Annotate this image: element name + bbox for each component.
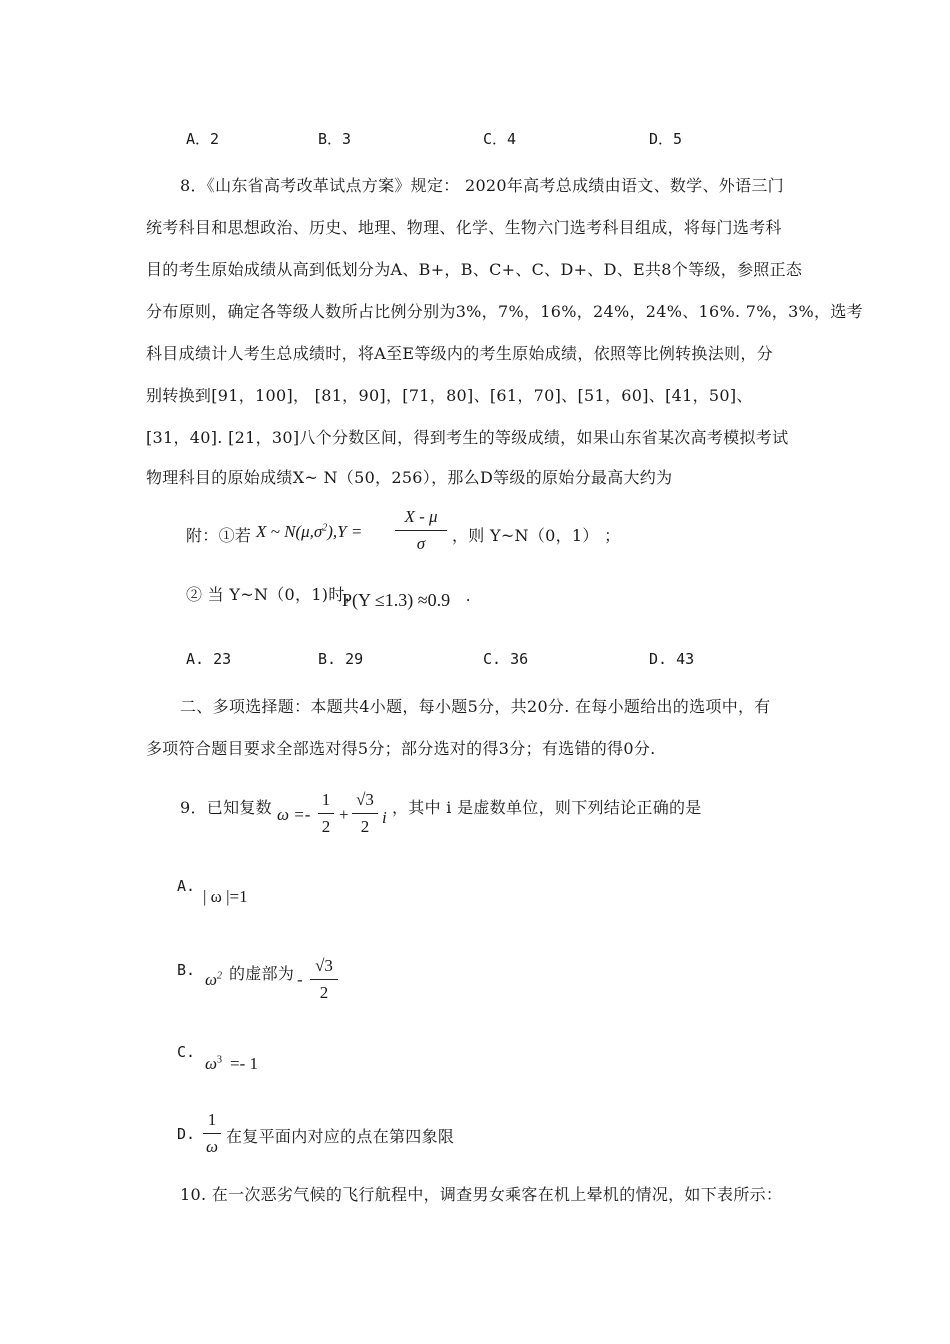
q9-fraction-1: 1 2 [318, 789, 334, 838]
q9-option-a-math: | ω |=1 [203, 887, 248, 906]
q9-option-b-text: 的虚部为 [229, 964, 295, 983]
q8-line-5: 科目成绩计人考生总成绩时，将A至E等级内的考生原始成绩，依照等比例转换法则，分 [146, 344, 773, 363]
q7-option-c: C．4 [483, 130, 517, 148]
q9-imaginary-unit: i [382, 808, 387, 827]
q8-line-3: 目的考生原始成绩从高到低划分为A、B+，B、C+、C、D+、D、E共8个等级，参照正态 [146, 260, 803, 279]
q8-line-8: 物理科目的原始成绩X~ N（50，256），那么D等级的原始分最高大约为 [146, 468, 673, 487]
q9-option-a-label: A. [177, 877, 196, 895]
q9-option-d-label: D. [177, 1125, 196, 1143]
q9-omega-eq: ω =- [277, 805, 311, 824]
q8-option-d: D. 43 [649, 650, 695, 668]
q9-suffix: ，其中 i 是虚数单位，则下列结论正确的是 [392, 798, 702, 817]
q8-note2-formula: P(Y ≤1.3) ≈0.9 [342, 590, 451, 610]
q7-option-a: A．2 [186, 130, 220, 148]
q8-note1-fraction: X - μ σ [395, 506, 447, 555]
q9-option-d-fraction: 1 ω [203, 1109, 221, 1158]
section2-line-1: 二、多项选择题：本题共4小题，每小题5分，共20分. 在每小题给出的选项中，有 [180, 697, 771, 716]
q8-option-b: B. 29 [318, 650, 364, 668]
q8-note1-formula: X ~ $N(\mu,\sigma^2),Y$ = [256, 522, 363, 541]
q9-fraction-2: √3 2 [352, 789, 378, 838]
q9-option-b-omega: $\omega^2$ [205, 970, 223, 989]
q8-note2-end: . [466, 586, 471, 605]
q10-line: 10. 在一次恶劣气候的飞行航程中，调查男女乘客在机上晕机的情况，如下表所示： [180, 1185, 783, 1204]
q9-prefix: 9．已知复数 [180, 798, 272, 817]
q9-plus: + [339, 805, 349, 824]
q8-note1-prefix: 附：①若 [186, 526, 252, 545]
q9-option-c-label: C. [177, 1043, 196, 1061]
q9-option-b-minus: - [297, 970, 303, 989]
q7-option-d: D．5 [649, 130, 683, 148]
q9-option-c-math: $\omega^3 =- 1$ [205, 1054, 259, 1073]
q8-line-6: 别转换到[91，100]， [81，90]，[71，80]、[61，70]、[51，60]、[41，50]、 [146, 386, 753, 405]
q8-option-a: A. 23 [186, 650, 232, 668]
q7-option-b: B．3 [318, 130, 352, 148]
q8-line-1: 8．《山东省高考改革试点方案》规定： 2020年高考总成绩由语文、数学、外语三门 [180, 176, 784, 195]
q8-note1-suffix: ，则 Y~N（0，1） ； [452, 526, 621, 545]
q9-option-b-fraction: √3 2 [310, 955, 338, 1004]
q8-line-7: [31，40]. [21，30]八个分数区间，得到考生的等级成绩，如果山东省某次高考模拟考试 [146, 428, 789, 447]
q8-option-c: C. 36 [483, 650, 529, 668]
section2-line-2: 多项符合题目要求全部选对得5分；部分选对的得3分；有选错的得0分. [146, 739, 656, 758]
q9-option-d-text: 在复平面内对应的点在第四象限 [226, 1127, 455, 1146]
q8-note2-prefix: ② 当 Y~N（0，1)时， [186, 585, 361, 604]
q9-option-b-label: B. [177, 961, 196, 979]
q8-line-4: 分布原则，确定各等级人数所占比例分别为3%，7%，16%，24%，24%、16%. 7%，3%，选考 [146, 302, 863, 321]
q8-line-2: 统考科目和思想政治、历史、地理、物理、化学、生物六门选考科目组成，将每门选考科 [146, 218, 782, 237]
